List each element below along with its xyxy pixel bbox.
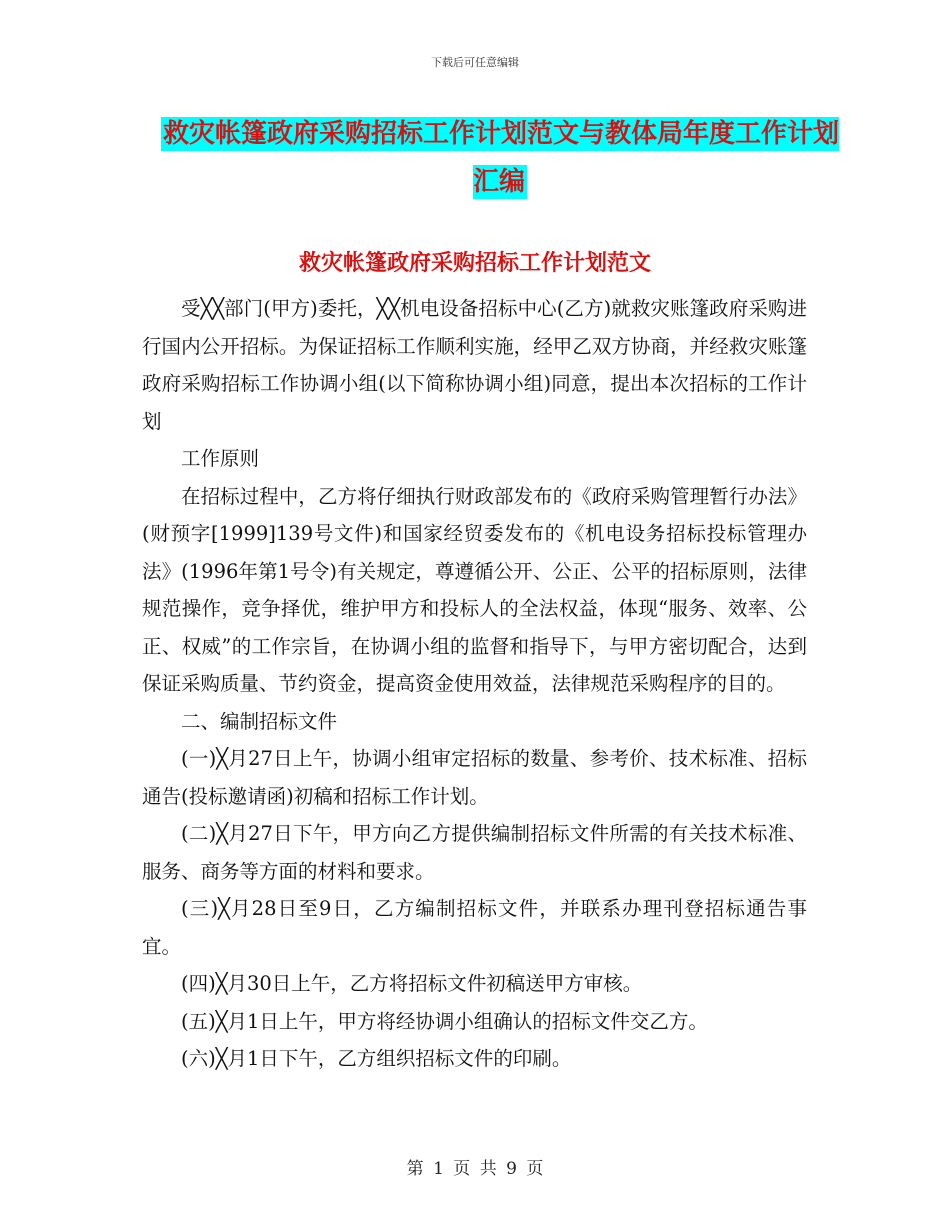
heading-prepare-documents: 二、编制招标文件	[181, 709, 338, 733]
list-item-step-3: (三)╳月28日至9日，乙方编制招标文件，并联系办理刊登招标通告事宜。	[142, 897, 807, 958]
heading-work-principles: 工作原则	[181, 447, 260, 470]
document-body	[142, 290, 807, 1078]
list-item-step-6: (六)╳月1日下午，乙方组织招标文件的印刷。	[181, 1047, 572, 1070]
section-title: 救灾帐篷政府采购招标工作计划范文	[298, 251, 651, 276]
paragraph-principles: 在招标过程中，乙方将仔细执行财政部发布的《政府采购管理暂行办法》(财预字[1999]139号文件)和国家经贸委发布的《机电设务招标投标管理办法》(1996年第1号令)有关规定，尊遵循公开、公正、公平的招标原则，法律规范操作，竞争择优，维护甲方和投标人的全法权益，体现“服务、效率、公正、权威”的工作宗旨，在协调小组的监督和指导下，与甲方密切配合，达到保证采购质量、节约资金，提高资金使用效益，法律规范采购程序的目的。	[142, 484, 807, 695]
document-title-highlight: 救灾帐篷政府采购招标工作计划范文与教体局年度工作计划汇编	[162, 119, 839, 197]
page-number: 第 1 页 共 9 页	[406, 1159, 544, 1179]
list-item-step-5: (五)╳月1日上午，甲方将经协调小组确认的招标文件交乙方。	[181, 1009, 708, 1033]
header-note: 下载后可任意编辑	[431, 56, 519, 69]
list-item-step-2: (二)╳月27日下午，甲方向乙方提供编制招标文件所需的有关技术标准、服务、商务等方面的材料和要求。	[142, 822, 807, 883]
list-item-step-4: (四)╳月30日上午，乙方将招标文件初稿送甲方审核。	[181, 972, 643, 995]
document-title	[150, 110, 850, 206]
paragraph-intro: 受╳╳部门(甲方)委托，╳╳机电设备招标中心(乙方)就救灾账篷政府采购进行国内公开招标。为保证招标工作顺利实施，经甲乙双方协商，并经救灾账篷政府采购招标工作协调小组(以下简称协调小组)同意，提出本次招标的工作计划	[142, 297, 807, 433]
list-item-step-1: (一)╳月27日上午，协调小组审定招标的数量、参考价、技术标准、招标通告(投标邀请函)初稿和招标工作计划。	[142, 747, 807, 808]
